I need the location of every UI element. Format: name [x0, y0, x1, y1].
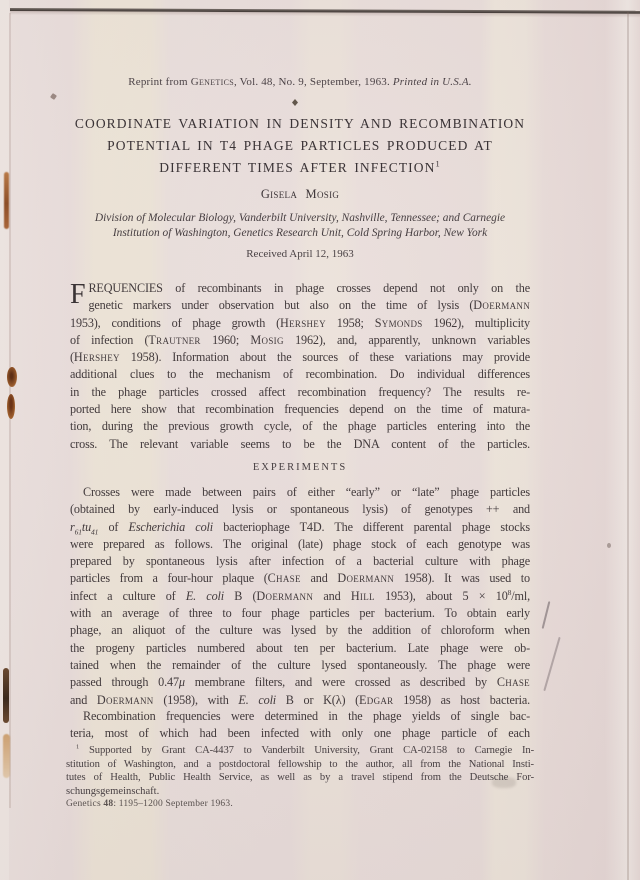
- title-line-3: DIFFERENT TIMES AFTER INFECTION$^1$: [159, 159, 441, 175]
- paper-speck: [50, 93, 57, 100]
- rust-stain-streak: [4, 172, 9, 229]
- staple-rust-spot: [7, 394, 15, 419]
- footnote: [66, 744, 534, 799]
- ornament-mark: [292, 99, 298, 106]
- affiliation-line-2: Institution of Washington, Genetics Research Unit, Cold Spring Harbor, New York: [112, 227, 488, 239]
- intro-paragraph: FREQUENCIES of recombinants in phage crosses depend not only on the genetic markers under observation but also on the time of lysis (Doermann 1953), conditions of phage growth (Hershey 1958; Symonds 1962), multiplicity of infection (Trautner 1960; Mosig 1962), and, apparently, unknown variables (Hershey 1958). Information about the sources of these variations may provide additional clues to the mechanism of recombination. Do individual differences in the phage particles crossed affect recombination frequency? The results re- ported here show that recombination frequencies depend on the time of matura- tion, during the previous growth cycle, of the phage particles entering into the cross. The relevant variable seems to be the DNA content of the particles.: [70, 279, 531, 451]
- affiliation-line-1: Division of Molecular Biology, Vanderbilt University, Nashville, Tennessee; and Carnegie: [94, 212, 506, 224]
- title-line-2: POTENTIAL IN T4 PHAGE PARTICLES PRODUCED AT: [107, 138, 493, 153]
- tan-stain-streak: [3, 734, 10, 778]
- reprint-line: Reprint from Genetics, Vol. 48, No. 9, September, 1963. Printed in U.S.A.: [128, 76, 472, 88]
- paper-title: [50, 113, 550, 179]
- author-affiliation: [60, 211, 540, 241]
- footnote-text: $^1$ Supported by Grant CA-4437 to Vanderbilt University, Grant CA-02158 to Carnegie In- stitution of Washington, and a postdoctoral fellowship to the author, all from the National Insti- tutes of Health, Public Health Service, as well as by a travel stipend from the Deutsche For-: [66, 743, 534, 784]
- author-name: Gisela Mosig: [260, 187, 340, 201]
- pencil-mark: [543, 637, 560, 691]
- staple-rust-spot: [7, 367, 17, 387]
- title-line-1: COORDINATE VARIATION IN DENSITY AND RECOMBINATION: [74, 116, 526, 131]
- received-date: Received April 12, 1963: [246, 248, 354, 260]
- dark-stain-streak: [3, 668, 9, 723]
- journal-citation-line: Genetics 48: 1195–1200 September 1963.: [66, 799, 233, 809]
- paper-fleck: [607, 543, 611, 548]
- footnote-last-line: schungsgemeinschaft.: [66, 786, 160, 798]
- pencil-mark: [542, 601, 551, 629]
- experiments-paragraph-2: Recombination frequencies were determined in the phage yields of single bac- teria, most of which had been infected with only one phage particle of each: [70, 709, 530, 741]
- experiments-paragraph-1: Crosses were made between pairs of either “early” or “late” phage particles (obtained by early-induced lysis or spontaneous lysis) of genotypes ++ and $r_{61}tu_{41}$ of Escherichia coli bacteriophage T4D. The different parental phage stocks were prepared as follows. The original (late) phage stock of each genotype was prepared by spontaneous lysis after infection of a bacterial culture with phage particles from a four-hour plaque (Chase and Doermann 1958). It was used to infect a culture of E. coli B (Doermann and Hill 1953), about $5 \times 10^8/ml$, with an average of three to four phage particles per bacterium. To obtain early phage, an aliquot of the culture was lysed by the addition of chloroform when the progeny particles numbered about ten per bacterium. Late phage were ob- tained when the remainder of the culture lysed spontaneously. The phage were passed through 0.47μ membrane filters, and were crossed as described by Chase and Doermann (1958), with E. coli B or K(λ) (Edgar 1958) as host bacteria.: [70, 485, 531, 707]
- page-right-edge-shadow: [627, 12, 629, 880]
- section-heading-experiments: EXPERIMENTS: [252, 462, 348, 473]
